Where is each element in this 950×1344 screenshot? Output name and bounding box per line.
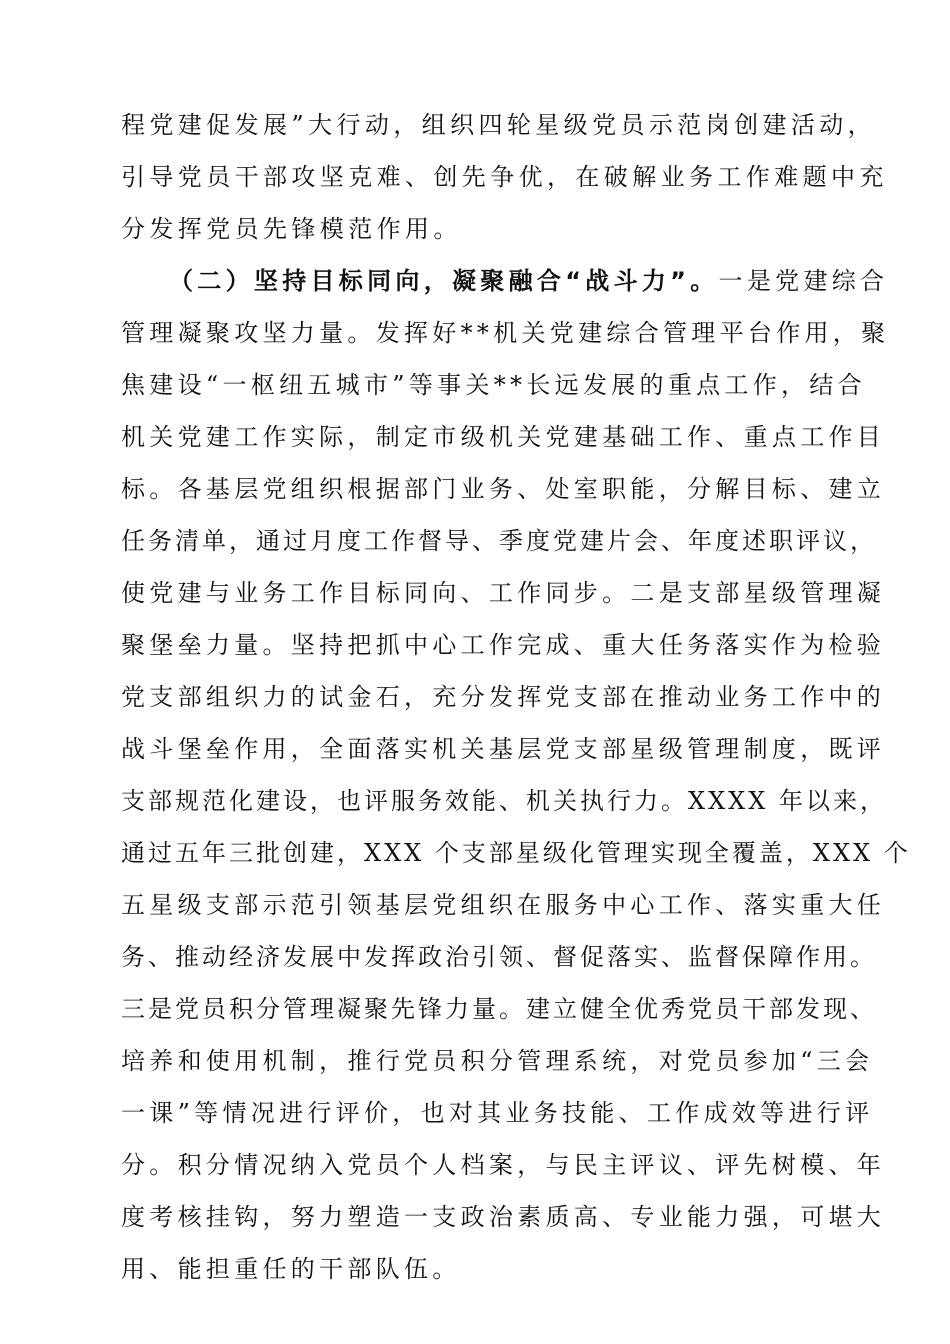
paragraph2-line-5: 任务清单，通过月度工作督导、季度党建片会、年度述职评议，: [121, 527, 877, 555]
paragraph2-line-15: 培养和使用机制，推行党员积分管理系统，对党员参加“三会: [121, 1047, 874, 1075]
paragraph2-line-14: 三是党员积分管理凝聚先锋力量。建立健全优秀党员干部发现、: [121, 995, 877, 1023]
paragraph2-line-18: 度考核挂钩，努力塑造一支政治素质高、专业能力强，可堪大: [121, 1203, 886, 1231]
paragraph2-line-2: 焦建设“一枢纽五城市”等事关**长远发展的重点工作，结合: [121, 371, 866, 399]
paragraph2-line-10: 支部规范化建设，也评服务效能、机关执行力。XXXX 年以来，: [121, 787, 887, 815]
paragraph2-line-9: 战斗堡垒作用，全面落实机关基层党支部星级管理制度，既评: [121, 735, 886, 763]
paragraph2-line-6: 使党建与业务工作目标同向、工作同步。二是支部星级管理凝: [121, 579, 886, 607]
paragraph2-line-3: 机关党建工作实际，制定市级机关党建基础工作、重点工作目: [121, 423, 886, 451]
paragraph2-line-1: 管理凝聚攻坚力量。发挥好**机关党建综合管理平台作用，聚: [121, 319, 890, 347]
paragraph2-line-12: 五星级支部示范引领基层党组织在服务中心工作、落实重大任: [121, 891, 886, 919]
paragraph2-line-19: 用、能担重任的干部队伍。: [121, 1255, 461, 1283]
paragraph2-line-8: 党支部组织力的试金石，充分发挥党支部在推动业务工作中的: [121, 683, 886, 711]
paragraph2-line-16: 一课”等情况进行评价，也对其业务技能、工作成效等进行评: [121, 1099, 874, 1127]
paragraph2-first-line-rest: 一是党建综合: [718, 267, 889, 295]
paragraph1-line-1: 程党建促发展”大行动，组织四轮星级党员示范岗创建活动，: [121, 111, 877, 139]
paragraph2-line-7: 聚堡垒力量。坚持把抓中心工作完成、重大任务落实作为检验: [121, 631, 886, 659]
paragraph2-line-4: 标。各基层党组织根据部门业务、处室职能，分解目标、建立: [121, 475, 886, 503]
paragraph1-line-3: 分发挥党员先锋模范作用。: [121, 215, 462, 243]
paragraph2-line-13: 务、推动经济发展中发挥政治引领、督促落实、监督保障作用。: [121, 943, 877, 971]
paragraph2-line-17: 分。积分情况纳入党员个人档案，与民主评议、评先树模、年: [121, 1151, 886, 1179]
section-heading: （二）坚持目标同向，凝聚融合“战斗力”。: [169, 267, 719, 295]
paragraph2-line-11: 通过五年三批创建，XXX 个支部星级化管理实现全覆盖，XXX 个: [121, 839, 911, 867]
paragraph2-first-line: [169, 255, 889, 307]
paragraph1-line-2: 引导党员干部攻坚克难、创先争优，在破解业务工作难题中充: [121, 163, 888, 191]
